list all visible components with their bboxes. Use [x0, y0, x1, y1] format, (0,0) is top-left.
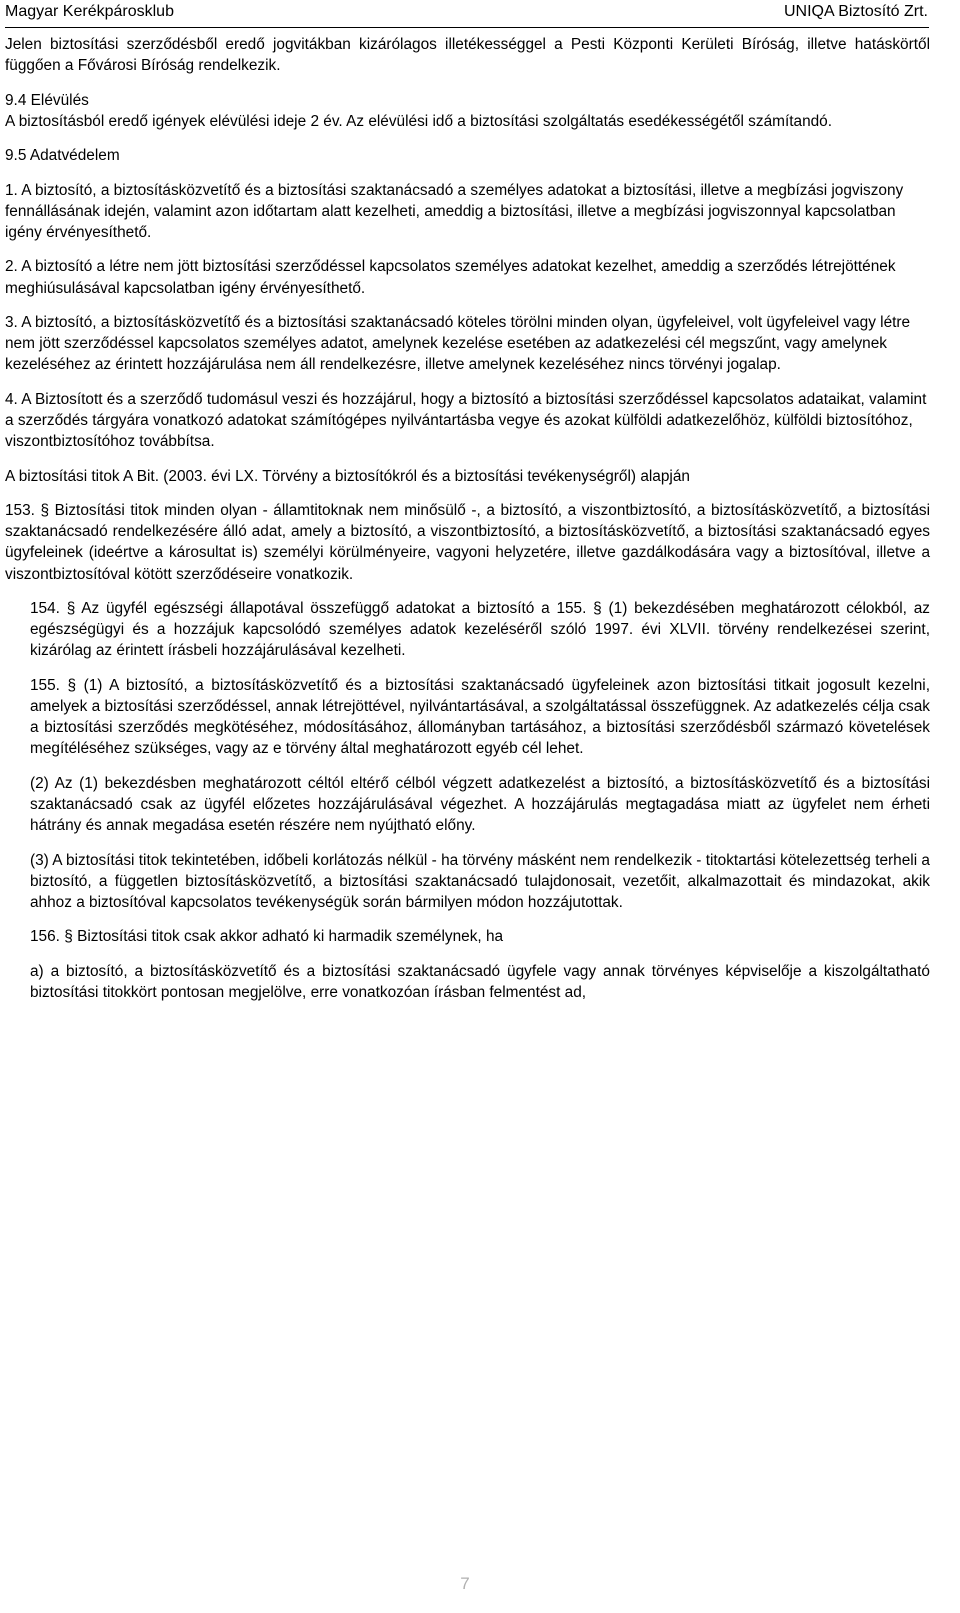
page-header: [5, 2, 930, 30]
document-page: [5, 0, 930, 1016]
data-protection-item-3: 3. A biztosító, a biztosításközvetítő és a biztosítási szaktanácsadó köteles törölni minden olyan, ügyfeleivel, volt ügyfeleivel vagy létre nem jött szerződéssel kapcsolatos személyes adatot, amelynek kezelése esetében az adatkezelési cél megszűnt, vagy amelynek kezeléséhez az érintett hozzájárulása nem áll rendelkezésre, illetve amelynek kezeléséhez nincs törvényi jogalap.: [5, 313, 911, 374]
data-protection-item-4: 4. A Biztosított és a szerződő tudomásul veszi és hozzájárul, hogy a biztosító a biztosítási szerződéssel kapcsolatos adataikat, valamint a szerződés tárgyára vonatkozó adatokat számítógépes nyilvántartásba vegye és azokat külföldi adatkezelőhöz, külföldi biztosítóhoz, viszontbiztosítóhoz továbbítsa.: [5, 390, 927, 451]
data-protection-item-2: 2. A biztosító a létre nem jött biztosítási szerződéssel kapcsolatos személyes adatokat kezelhet, ameddig a szerződés létrejöttének meghiúsulásával kapcsolatban igény érvényesíthető.: [5, 258, 896, 297]
section-155-2: (2) Az (1) bekezdésben meghatározott céltól eltérő célból végzett adatkezelést a biztosító, a biztosításközvetítő és a biztosítási szaktanácsadó csak az ügyfél előzetes hozzájárulásával végezhet. A hozzájárulás megtagadása miatt az ügyfelet nem érheti hátrány és annak megadása esetén részére nem nyújtható előny.: [30, 774, 930, 835]
section-heading: 9.4 Elévülés: [5, 91, 89, 109]
section-155-1: 155. § (1) A biztosító, a biztosításközvetítő és a biztosítási szaktanácsadó ügyfeleinek azon biztosítási titkait jogosult kezelni, amelyek a biztosítási szerződéssel, annak létrejöttével, nyilvántartásával, a szolgáltatással összefüggnek. Az adatkezelés célja csak a biztosítási szerződés megkötéséhez, módosításához, állományban tartásához, a biztosítási szerződésből származó követelések megítéléséhez szükséges, vagy az e törvény által meghatározott egyéb cél lehet.: [30, 676, 930, 758]
section-154: 154. § Az ügyfél egészségi állapotával összefüggő adatokat a biztosító a 155. § (1) bekezdésében meghatározott célokból, az egészségügyi és a hozzájuk kapcsolódó személyes adatok kezeléséről szóló 1997. évi XLVII. törvény rendelkezései szerint, kizárólag az érintett írásbeli hozzájárulásával kezelheti.: [30, 599, 930, 660]
jurisdiction-paragraph: Jelen biztosítási szerződésből eredő jogvitákban kizárólagos illetékességgel a Pesti Központi Kerületi Bíróság, illetve hatáskörtől függően a Fővárosi Bíróság rendelkezik.: [5, 36, 930, 75]
section-9-5-heading: 9.5 Adatvédelem: [5, 147, 120, 165]
header-organization: Magyar Kerékpárosklub: [5, 3, 174, 20]
data-protection-item-1: 1. A biztosító, a biztosításközvetítő és a biztosítási szaktanácsadó a személyes adatokat a biztosítási, illetve a megbízási jogviszony fennállásának idején, valamint azon időtartam alatt kezelheti, ameddig a biztosítási, illetve a megbízási jogviszonnyal kapcsolatban igény érvényesíthető.: [5, 181, 904, 241]
section-153: 153. § Biztosítási titok minden olyan - államtitoknak nem minősülő -, a biztosító, a viszontbiztosító, a biztosításközvetítő, a biztosítási szaktanácsadó rendelkezésére álló adat, amely a biztosító, a viszontbiztosító, a biztosításközvetítő, a biztosítási szaktanácsadó egyes ügyfeleinek (ideértve a károsultat is) személyi körülményeire, vagyoni helyzetére, illetve gazdálkodására vagy a biztosítóval, illetve a viszontbiztosítóval kötött szerződéseire vonatkozik.: [5, 501, 930, 583]
document-body: [5, 34, 930, 1003]
page-number: 7: [460, 1574, 470, 1593]
insurance-secret-heading: A biztosítási titok A Bit. (2003. évi LX. Törvény a biztosítókról és a biztosítási tevékenységről) alapján: [5, 467, 690, 485]
section-text: A biztosításból eredő igények elévülési ideje 2 év. Az elévülési idő a biztosítási szolgáltatás esedékességétől számítandó.: [5, 112, 833, 130]
section-156: 156. § Biztosítási titok csak akkor adható ki harmadik személynek, ha: [30, 928, 504, 946]
section-155-3: (3) A biztosítási titok tekintetében, időbeli korlátozás nélkül - ha törvény másként nem rendelkezik - titoktartási kötelezettség terheli a biztosító, a független biztosításközvetítő, a biztosítási szaktanácsadó tulajdonosait, vezetőit, alkalmazottait és mindazokat, akik ahhoz a biztosítóval kapcsolatos tevékenységük során bármilyen módon hozzájutottak.: [30, 851, 930, 911]
section-156-a: a) a biztosító, a biztosításközvetítő és a biztosítási szaktanácsadó ügyfele vagy annak törvényes képviselője a kiszolgáltatható biztosítási titokkört pontosan megjelölve, erre vonatkozóan írásban felmentést ad,: [30, 962, 930, 1001]
header-insurer: UNIQA Biztosító Zrt.: [783, 3, 928, 20]
section-9-4-limitation: [5, 90, 930, 132]
